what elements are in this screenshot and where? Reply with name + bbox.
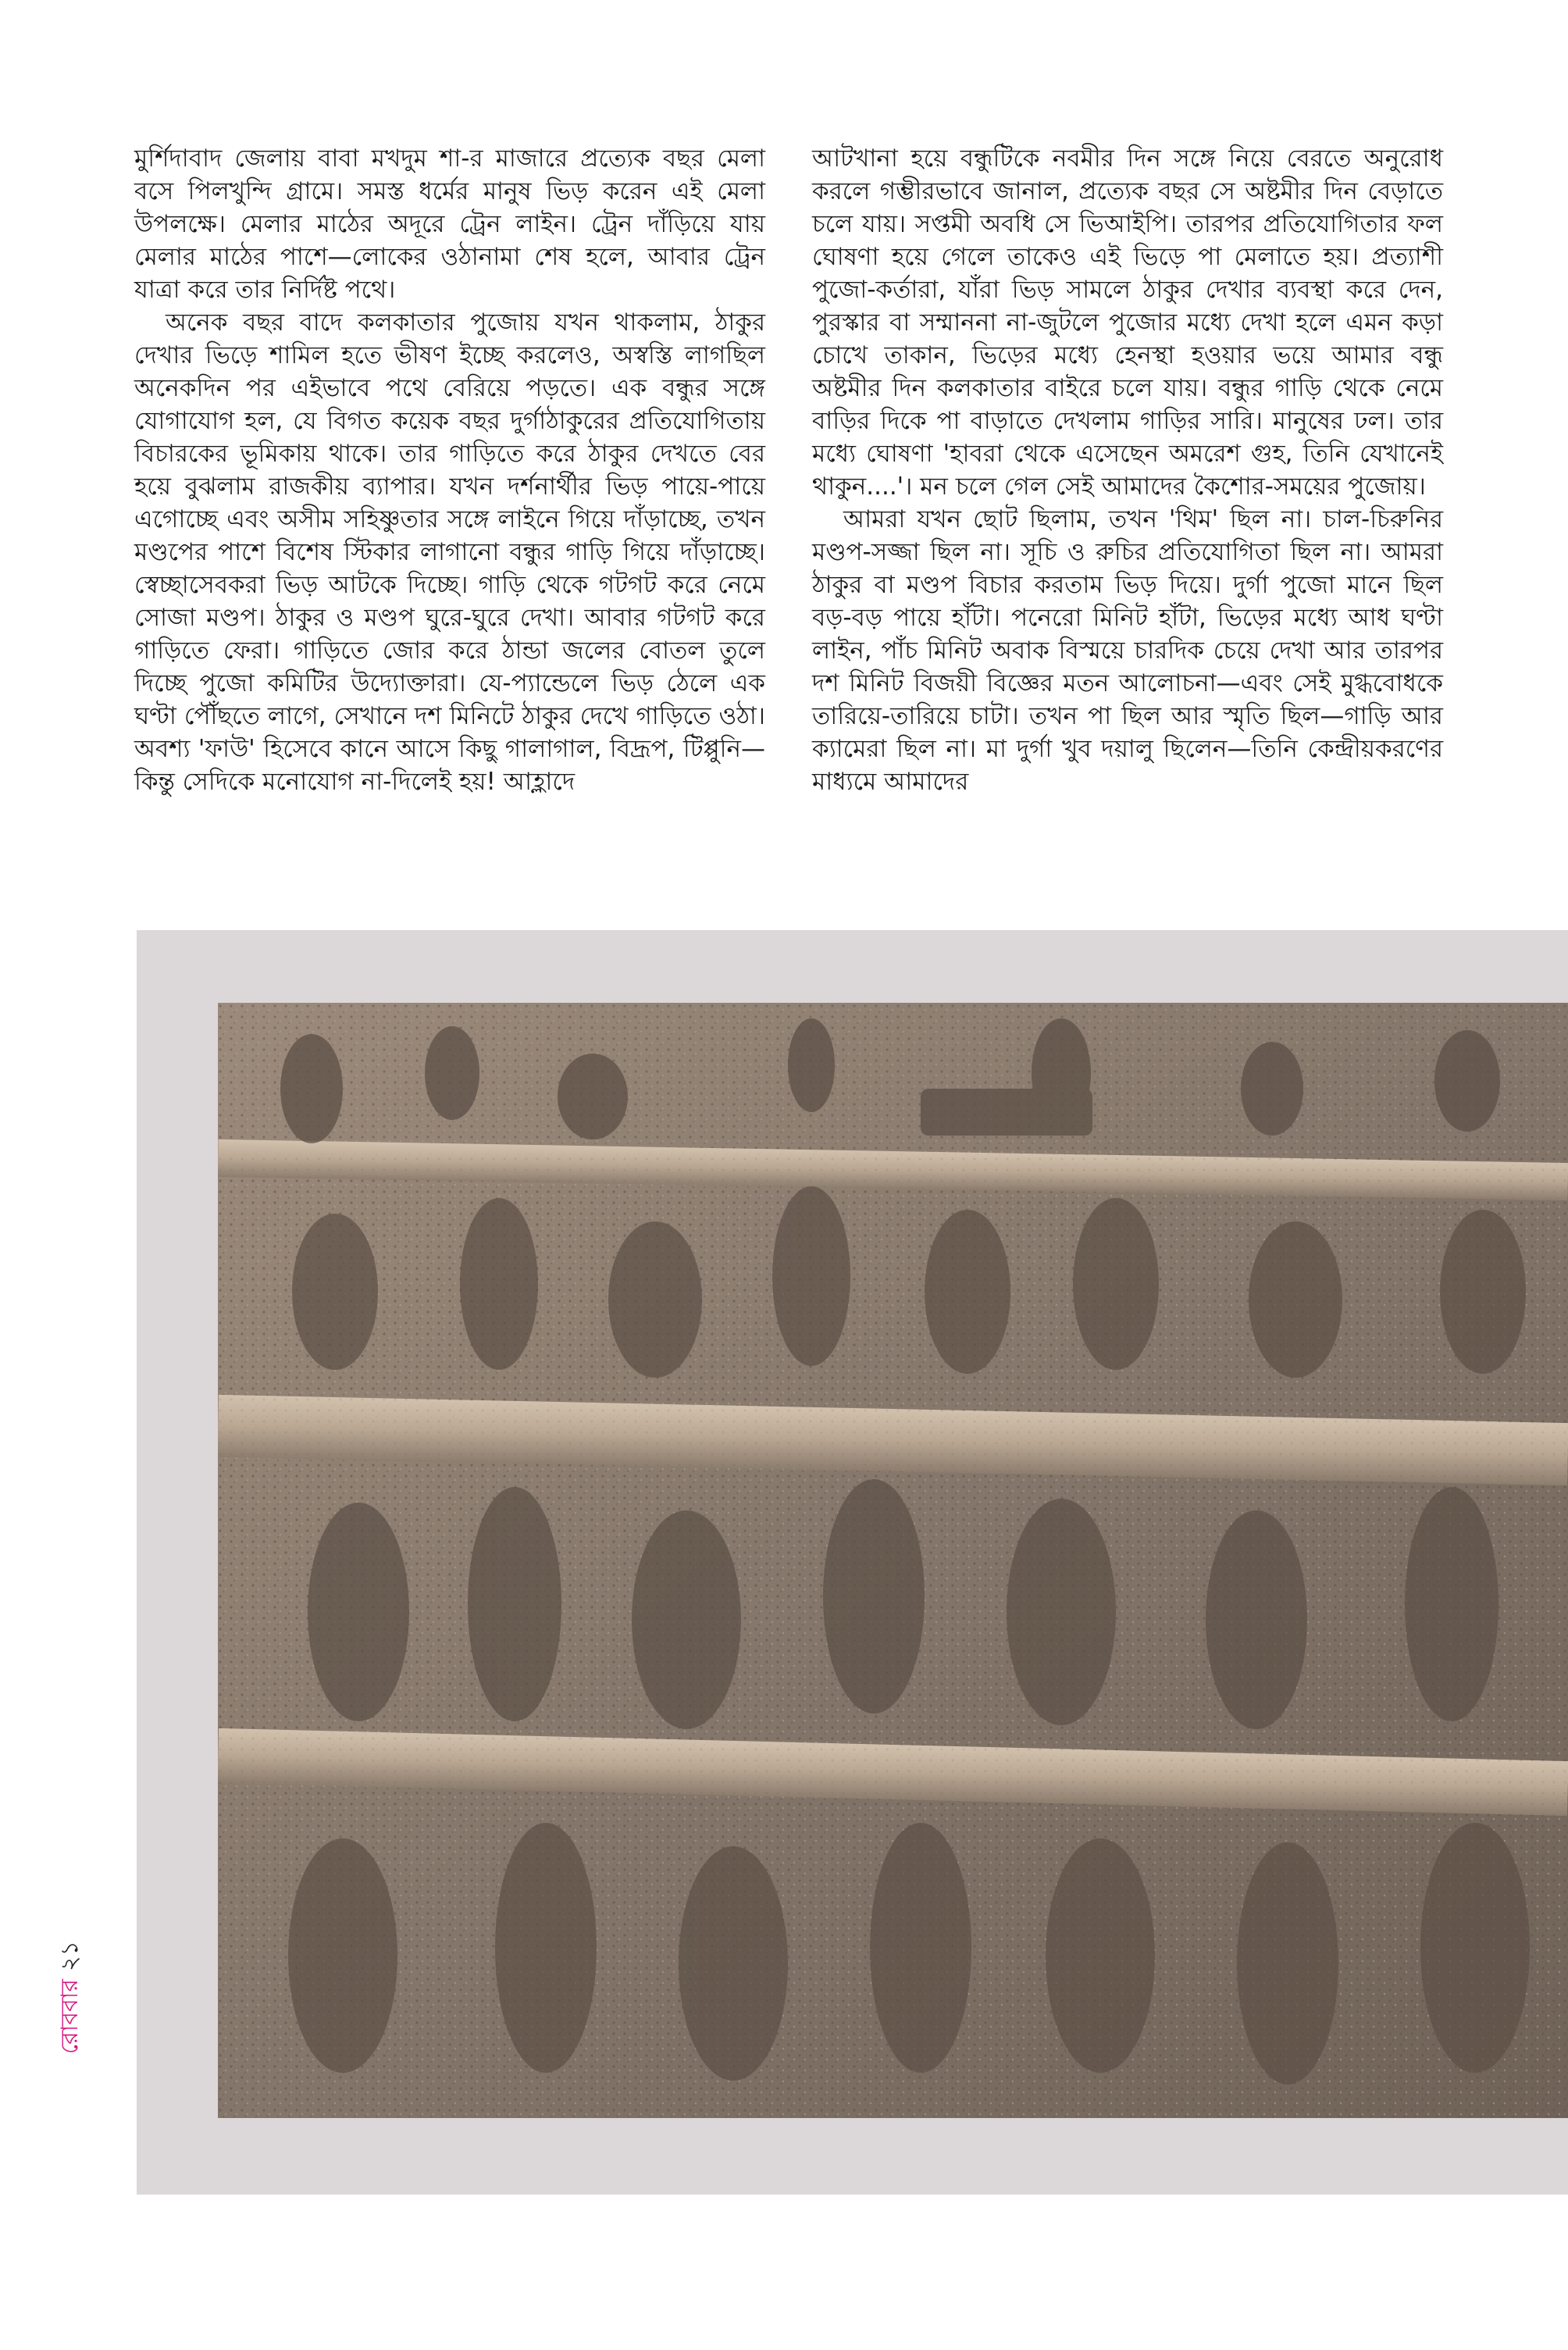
paragraph: মুর্শিদাবাদ জেলায় বাবা মখদুম শা-র মাজারে প্রত্যেক বছর মেলা বসে পিলখুন্দি গ্রামে। সমস্ত ধর্মের মানুষ ভিড় করেন এই মেলা উপলক্ষে। মেলার মাঠের অদূরে ট্রেন লাইন। ট্রেন দাঁড়িয়ে যায় মেলার মাঠের পাশে—লোকের ওঠানামা শেষ হলে, আবার ট্রেন যাত্রা করে তার নির্দিষ্ট পথে।	[134, 144, 765, 304]
article-column-right	[812, 142, 1443, 798]
photo-panel	[137, 930, 1568, 2195]
folio	[55, 1941, 86, 2054]
paragraph: আমরা যখন ছোট ছিলাম, তখন 'থিম' ছিল না। চাল-চিরুনির মণ্ডপ-সজ্জা ছিল না। সূচি ও রুচির প্রতিযোগিতা ছিল না। আমরা ঠাকুর বা মণ্ডপ বিচার করতাম ভিড় দিয়ে। দুর্গা পুজো মানে ছিল বড়-বড় পায়ে হাঁটা। পনেরো মিনিট হাঁটা, ভিড়ের মধ্যে আধ ঘণ্টা লাইন, পাঁচ মিনিট অবাক বিস্ময়ে চারদিক চেয়ে দেখা আর তারপর দশ মিনিট বিজয়ী বিজ্ঞের মতন আলোচনা—এবং সেই মুগ্ধবোধকে তারিয়ে-তারিয়ে চাটা। তখন পা ছিল আর স্মৃতি ছিল—গাড়ি আর ক্যামেরা ছিল না। মা দুর্গা খুব দয়ালু ছিলেন—তিনি কেন্দ্রীয়করণের মাধ্যমে আমাদের	[812, 505, 1443, 796]
relief-illustration	[218, 1003, 1568, 2118]
paragraph: অনেক বছর বাদে কলকাতার পুজোয় যখন থাকলাম, ঠাকুর দেখার ভিড়ে শামিল হতে ভীষণ ইচ্ছে করলেও, অস্বস্তি লাগছিল অনেকদিন পর এইভাবে পথে বেরিয়ে পড়তে। এক বন্ধুর সঙ্গে যোগাযোগ হল, যে বিগত কয়েক বছর দুর্গাঠাকুরের প্রতিযোগিতায় বিচারকের ভূমিকায় থাকে। তার গাড়িতে করে ঠাকুর দেখতে বের হয়ে বুঝলাম রাজকীয় ব্যাপার। যখন দর্শনার্থীর ভিড় পায়ে-পায়ে এগোচ্ছে এবং অসীম সহিষ্ণুতার সঙ্গে লাইনে গিয়ে দাঁড়াচ্ছে, তখন মণ্ডপের পাশে বিশেষ স্টিকার লাগানো বন্ধুর গাড়ি গিয়ে দাঁড়াচ্ছে। স্বেচ্ছাসেবকরা ভিড় আটকে দিচ্ছে। গাড়ি থেকে গটগট করে নেমে সোজা মণ্ডপ। ঠাকুর ও মণ্ডপ ঘুরে-ঘুরে দেখা। আবার গটগট করে গাড়িতে ফেরা। গাড়িতে জোর করে ঠান্ডা জলের বোতল তুলে দিচ্ছে পুজো কমিটির উদ্যোক্তারা। যে-প্যান্ডেলে ভিড় ঠেলে এক ঘণ্টা পৌঁছতে লাগে, সেখানে দশ মিনিটে ঠাকুর দেখে গাড়িতে ওঠা। অবশ্য 'ফাউ' হিসেবে কানে আসে কিছু গালাগাল, বিদ্রূপ, টিপ্পুনি—কিন্তু সেদিকে মনোযোগ না-দিলেই হয়! আহ্লাদে	[134, 308, 765, 796]
page-number: ২১	[56, 1941, 84, 1972]
magazine-name: রোববার	[56, 1979, 84, 2054]
article-column-left	[134, 142, 765, 798]
stone-relief-photo	[218, 1003, 1568, 2118]
paragraph: আটখানা হয়ে বন্ধুটিকে নবমীর দিন সঙ্গে নিয়ে বেরতে অনুরোধ করলে গম্ভীরভাবে জানাল, প্রত্যেক বছর সে অষ্টমীর দিন বেড়াতে চলে যায়। সপ্তমী অবধি সে ভিআইপি। তারপর প্রতিযোগিতার ফল ঘোষণা হয়ে গেলে তাকেও এই ভিড়ে পা মেলাতে হয়। প্রত্যাশী পুজো-কর্তারা, যাঁরা ভিড় সামলে ঠাকুর দেখার ব্যবস্থা করে দেন, পুরস্কার বা সম্মাননা না-জুটলে পুজোর মধ্যে দেখা হলে এমন কড়া চোখে তাকান, ভিড়ের মধ্যে হেনস্থা হওয়ার ভয়ে আমার বন্ধু অষ্টমীর দিন কলকাতার বাইরে চলে যায়। বন্ধুর গাড়ি থেকে নেমে বাড়ির দিকে পা বাড়াতে দেখলাম গাড়ির সারি। মানুষের ঢল। তার মধ্যে ঘোষণা 'হাবরা থেকে এসেছেন অমরেশ গুহ, তিনি যেখানেই থাকুন....'। মন চলে গেল সেই আমাদের কৈশোর-সময়ের পুজোয়।	[812, 144, 1443, 501]
